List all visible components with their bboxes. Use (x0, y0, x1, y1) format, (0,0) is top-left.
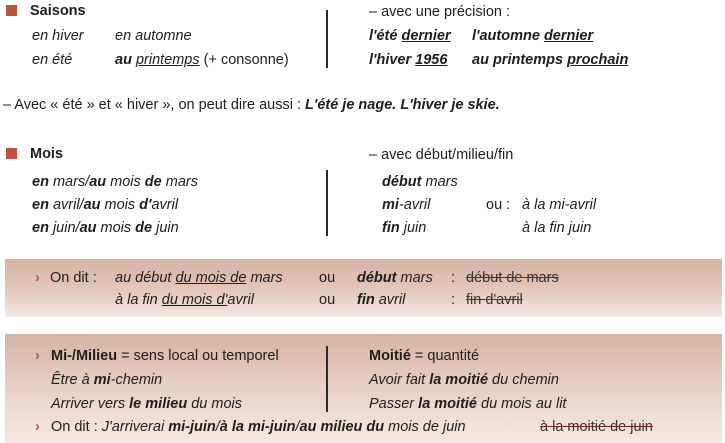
divider-saisons (326, 10, 328, 68)
month-text: avril/ (48, 197, 84, 213)
en-word: en (32, 197, 49, 213)
on-dit-juin-line (51, 418, 466, 436)
incorrect-moitie-de-juin: à la moitié de juin (540, 419, 653, 435)
colon-2: : (451, 292, 456, 308)
automne-word: l'automne (472, 28, 544, 44)
precision-ete-dernier (369, 27, 451, 45)
printemps-word: printemps (135, 52, 200, 68)
bullet-square-icon (6, 5, 17, 16)
mois-text: mois (96, 220, 136, 236)
month-text: avril (227, 292, 254, 308)
la-moitie-word-2: la moitié (418, 396, 477, 412)
example-text: Être à (51, 372, 94, 388)
le-milieu-word: le milieu (129, 396, 188, 412)
du-mois-d-text: du mois d' (161, 292, 228, 308)
example-text: du mois (187, 396, 242, 412)
month-text: mars/ (48, 174, 90, 190)
month-text: mars (396, 270, 433, 286)
example-text: Arriver vers (51, 396, 130, 412)
section-title-mois: Mois (30, 146, 64, 162)
month-text: juin (399, 220, 427, 236)
mi-juin-word: mi-juin (168, 419, 216, 435)
de-word: d' (139, 197, 152, 213)
moitie-definition (369, 347, 479, 365)
mi-avril (382, 196, 430, 214)
saison-au-printemps (115, 51, 289, 69)
chevron-right-icon: › (35, 270, 40, 286)
example-passer-moitie (369, 395, 566, 413)
on-dit-debut-mars (357, 269, 433, 287)
ou-word-1: ou (319, 270, 336, 286)
note-ete-hiver (3, 96, 500, 114)
example-text: du mois au lit (477, 396, 567, 412)
au-word: au (79, 220, 97, 236)
milieu-definition (51, 347, 279, 365)
fin-word: fin (382, 220, 400, 236)
mois-de-juin-text: mois de juin (384, 419, 466, 435)
month-text: avril (151, 197, 179, 213)
moitie-word: Moitié (369, 348, 411, 364)
mois-row-juin (32, 219, 179, 237)
month-text: avril (374, 292, 406, 308)
month-text: mars (421, 174, 458, 190)
chevron-right-icon-2: › (35, 348, 40, 364)
consonne-note: (+ consonne) (199, 52, 289, 68)
printemps-word-2: au printemps (472, 52, 568, 68)
on-dit-fin-avril (357, 291, 405, 309)
month-text: juin (152, 220, 179, 236)
du-mois-de-text: du mois de (175, 270, 247, 286)
sens-local-text: = sens local ou temporel (117, 348, 279, 364)
dernier-word-2: dernier (543, 28, 594, 44)
example-ete: L'été je nage. (305, 97, 397, 113)
bullet-square-icon-2 (6, 148, 17, 159)
month-text: mars (246, 270, 283, 286)
en-word: en (32, 174, 49, 190)
example-text: Avoir fait (369, 372, 430, 388)
au-word: au (89, 174, 107, 190)
example-hiver: L'hiver je skie. (400, 97, 500, 113)
month-text: -avril (398, 197, 431, 213)
on-dit-label-2: On dit : (51, 419, 102, 435)
divider-milieu (326, 346, 328, 412)
section-title-saisons: Saisons (30, 3, 86, 19)
debut-mars (382, 173, 458, 191)
mois-row-mars (32, 173, 198, 191)
precision-label: – avec une précision : (369, 4, 511, 20)
example-text: Passer (369, 396, 419, 412)
en-word: en (32, 220, 49, 236)
saison-en-hiver: en hiver (32, 28, 84, 44)
a-la-fin-text: à la fin (115, 292, 162, 308)
au-debut-text: au début (115, 270, 176, 286)
de-word: de (144, 174, 162, 190)
precision-automne-dernier (472, 27, 593, 45)
au-word: au (115, 52, 136, 68)
mois-row-avril (32, 196, 178, 214)
example-etre-a-mi-chemin (51, 371, 162, 389)
debut-milieu-fin-label: – avec début/milieu/fin (369, 147, 514, 163)
saison-en-automne: en automne (115, 28, 192, 44)
de-word: de (135, 220, 153, 236)
mois-text: mois (106, 174, 145, 190)
on-dit-label-1: On dit : (50, 270, 97, 286)
mi-word: mi (93, 372, 111, 388)
a-la-fin-juin: à la fin juin (522, 220, 592, 236)
arriverai-text: J'arriverai (101, 419, 169, 435)
divider-mois (326, 170, 328, 236)
fin-juin (382, 219, 426, 237)
slash-text: / (295, 419, 300, 435)
incorrect-debut-de-mars: début de mars (466, 270, 559, 286)
mois-text: mois (100, 197, 140, 213)
dernier-word: dernier (401, 28, 451, 44)
chevron-right-icon-3: › (35, 419, 40, 435)
slash-text: / (215, 419, 220, 435)
month-text: juin/ (48, 220, 80, 236)
on-dit-au-debut (115, 269, 283, 287)
mi-word: mi (382, 197, 399, 213)
a-la-mi-juin-word: à la mi-juin (219, 419, 296, 435)
note-text: – Avec « été » et « hiver », on peut dire aussi : (3, 97, 306, 113)
la-moitie-word: la moitié (429, 372, 489, 388)
fin-word: fin (357, 292, 375, 308)
example-text: -chemin (110, 372, 163, 388)
mi-milieu-word: Mi-/Milieu (51, 348, 118, 364)
hiver-word: l'hiver (369, 52, 416, 68)
ou-label: ou : (486, 197, 511, 213)
prochain-word: prochain (567, 52, 629, 68)
a-la-mi-avril: à la mi-avril (522, 197, 597, 213)
ete-word: l'été (369, 28, 402, 44)
precision-printemps-prochain (472, 51, 628, 69)
colon-1: : (451, 270, 456, 286)
au-word: au (83, 197, 101, 213)
month-text: mars (161, 174, 198, 190)
example-arriver-milieu (51, 395, 242, 413)
precision-hiver-1956 (369, 51, 447, 69)
debut-word: début (357, 270, 397, 286)
year-1956: 1956 (415, 52, 448, 68)
ou-word-2: ou (319, 292, 336, 308)
au-milieu-du-word: au milieu du (299, 419, 385, 435)
debut-word: début (382, 174, 422, 190)
example-avoir-fait-moitie (369, 371, 559, 389)
example-text: du chemin (488, 372, 559, 388)
on-dit-a-la-fin (115, 291, 254, 309)
saison-en-ete: en été (32, 52, 73, 68)
incorrect-fin-d-avril: fin d'avril (466, 292, 523, 308)
quantite-text: = quantité (410, 348, 480, 364)
